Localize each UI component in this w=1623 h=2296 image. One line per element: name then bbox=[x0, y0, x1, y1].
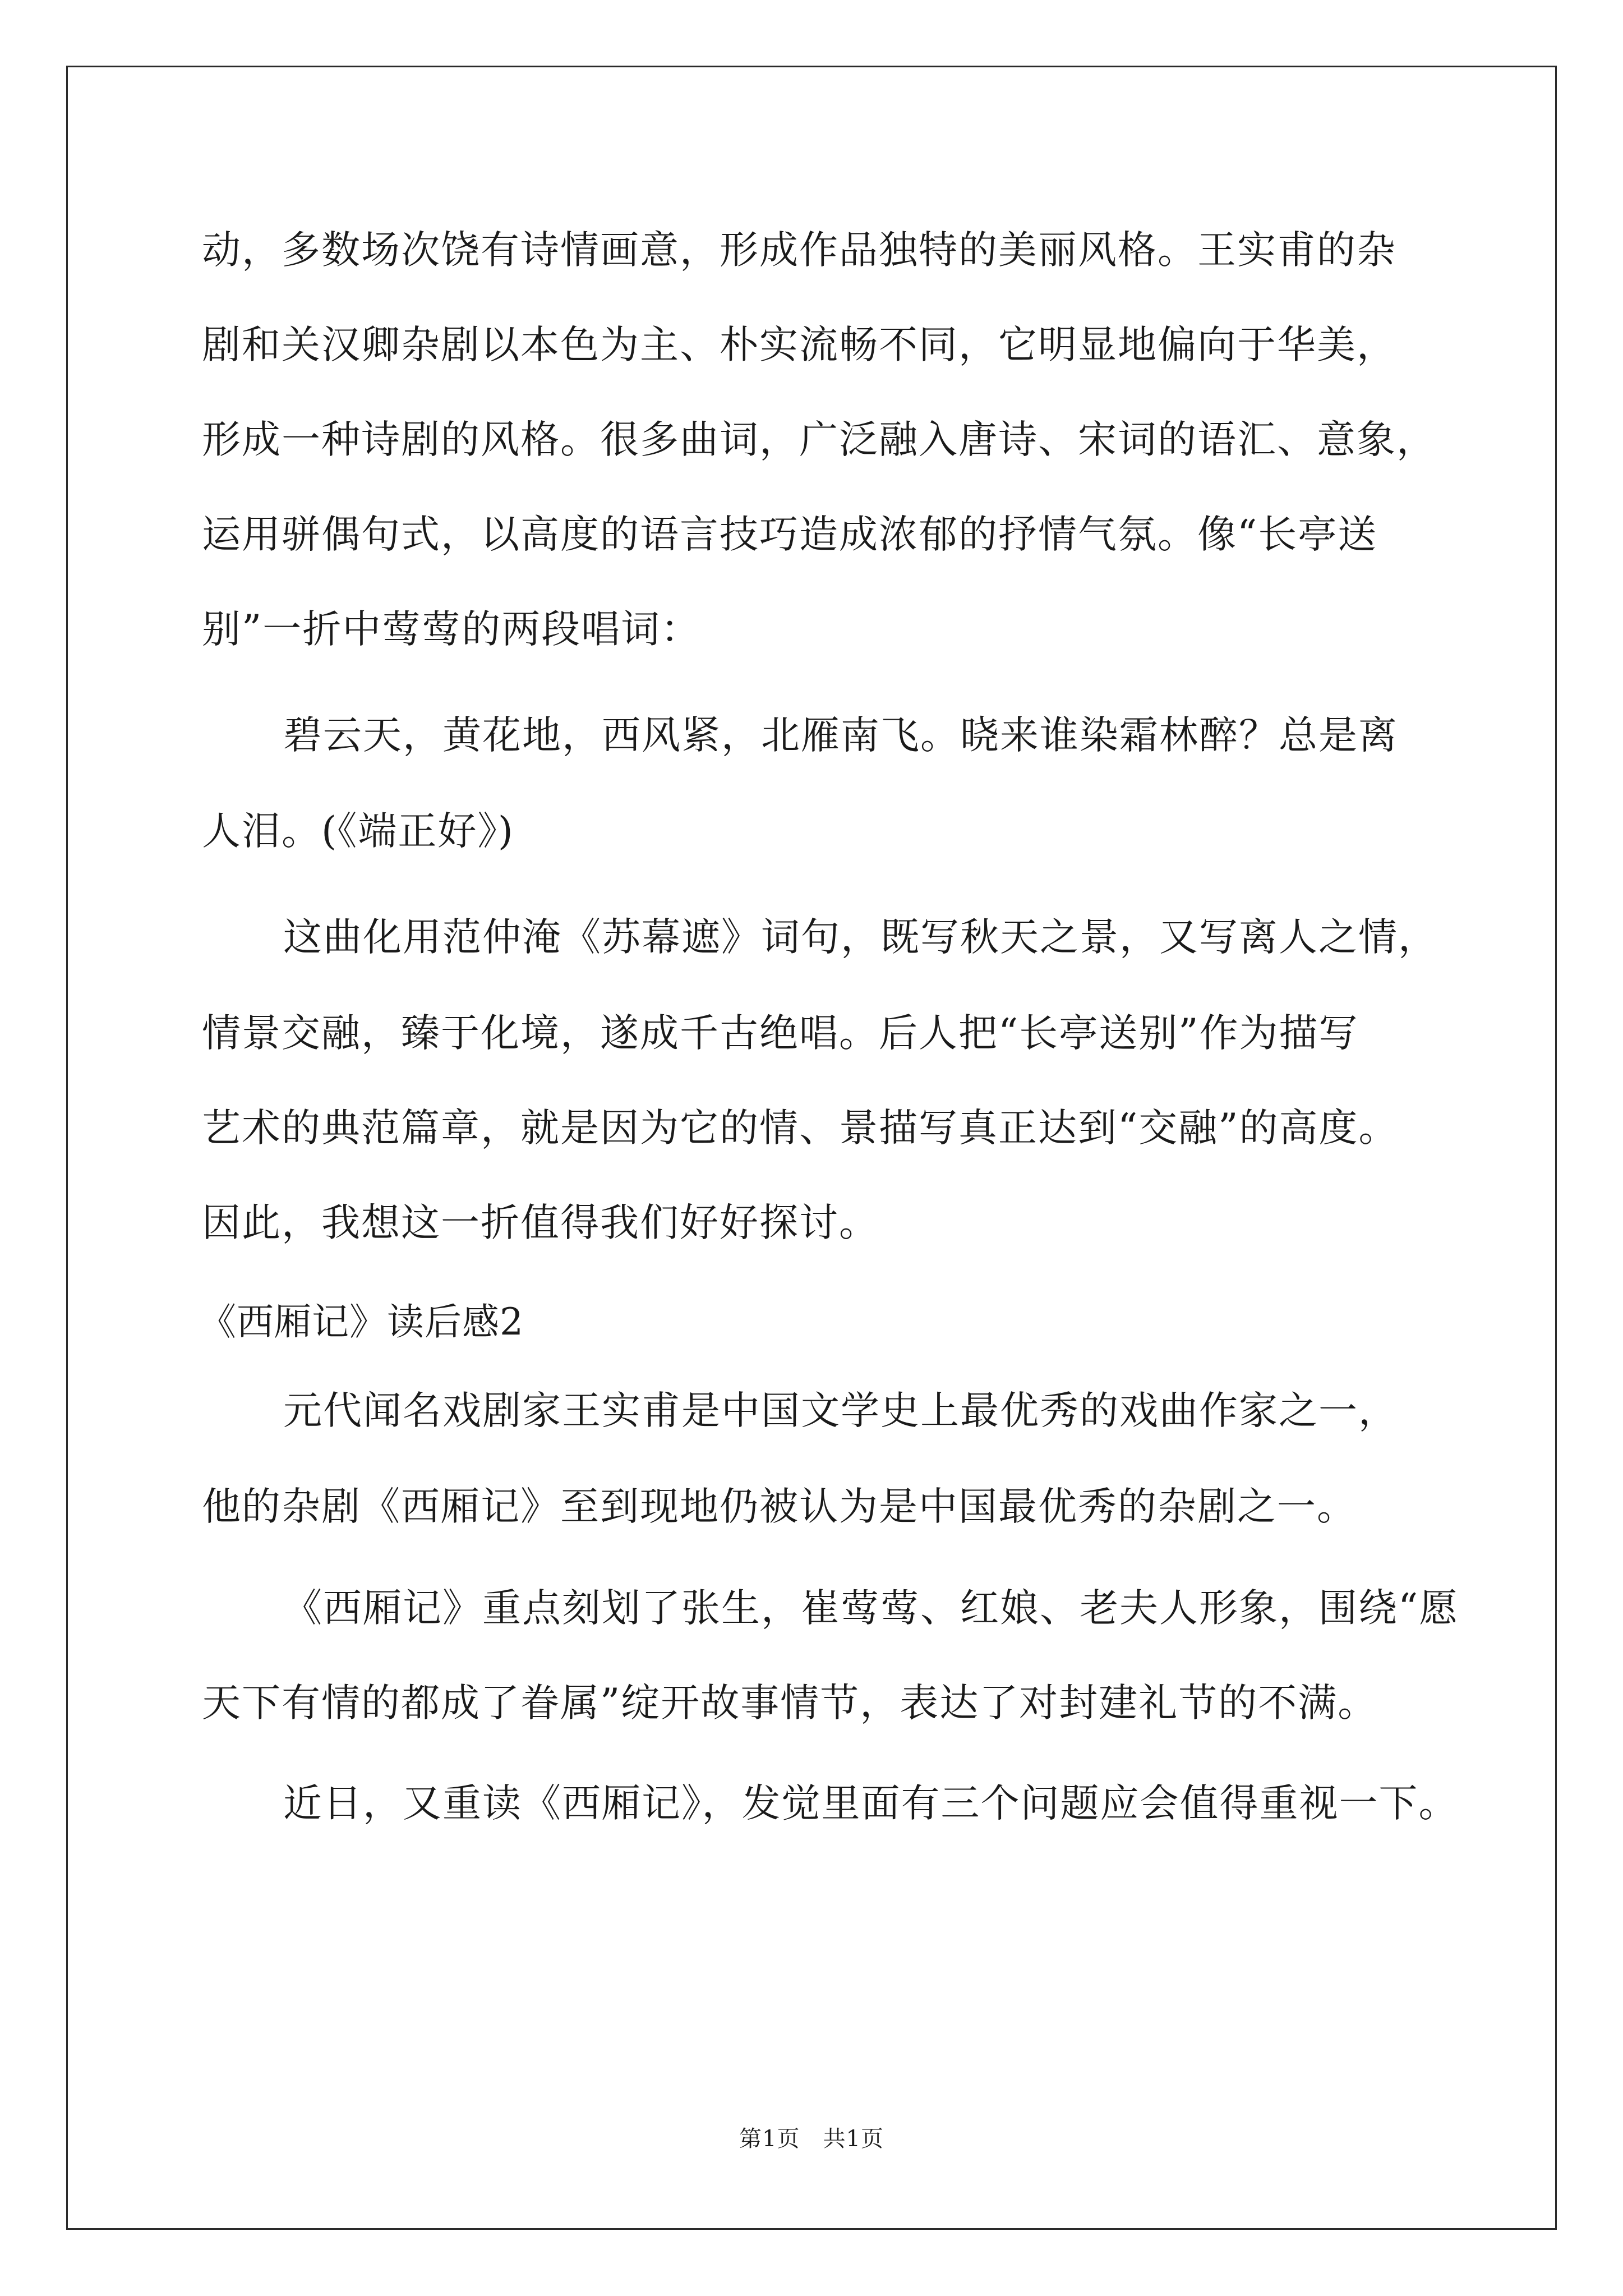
body-line-5: 别”一折中莺莺的两段唱词： bbox=[202, 607, 701, 652]
body-line-13: 元代闻名戏剧家王实甫是中国文学史上最优秀的戏曲作家之一， bbox=[283, 1388, 1398, 1433]
body-line-11: 因此，我想这一折值得我们好好探讨。 bbox=[202, 1200, 879, 1245]
section-heading: 《西厢记》读后感2 bbox=[199, 1300, 524, 1343]
body-line-1: 动，多数场次饶有诗情画意，形成作品独特的美丽风格。王实甫的杂 bbox=[202, 228, 1396, 273]
body-line-17: 近日，又重读《西厢记》，发觉里面有三个问题应会值得重视一下。 bbox=[283, 1781, 1459, 1826]
body-line-3: 形成一种诗剧的风格。很多曲词，广泛融入唐诗、宋词的语汇、意象， bbox=[202, 417, 1436, 462]
body-line-6: 碧云天，黄花地，西风紧，北雁南飞。晓来谁染霜林醉？总是离 bbox=[283, 713, 1398, 758]
body-line-14: 他的杂剧《西厢记》至到现地仍被认为是中国最优秀的杂剧之一。 bbox=[202, 1484, 1357, 1529]
body-line-9: 情景交融，臻于化境，遂成千古绝唱。后人把“长亭送别”作为描写 bbox=[202, 1011, 1359, 1056]
body-line-15: 《西厢记》重点刻划了张生，崔莺莺、红娘、老夫人形象，围绕“愿 bbox=[283, 1586, 1459, 1631]
body-line-7: 人泪。(《端正好》) bbox=[202, 809, 514, 854]
body-line-4: 运用骈偶句式，以高度的语言技巧造成浓郁的抒情气氛。像“长亭送 bbox=[202, 512, 1378, 557]
body-line-10: 艺术的典范篇章，就是因为它的情、景描写真正达到“交融”的高度。 bbox=[202, 1106, 1399, 1151]
body-line-2: 剧和关汉卿杂剧以本色为主、朴实流畅不同，它明显地偏向于华美， bbox=[202, 323, 1396, 367]
page-footer: 第1页 共1页 bbox=[739, 2126, 884, 2152]
body-line-8: 这曲化用范仲淹《苏幕遮》词句，既写秋天之景，又写离人之情， bbox=[283, 915, 1438, 960]
body-line-16: 天下有情的都成了眷属”绽开故事情节，表达了对封建礼节的不满。 bbox=[202, 1681, 1378, 1726]
